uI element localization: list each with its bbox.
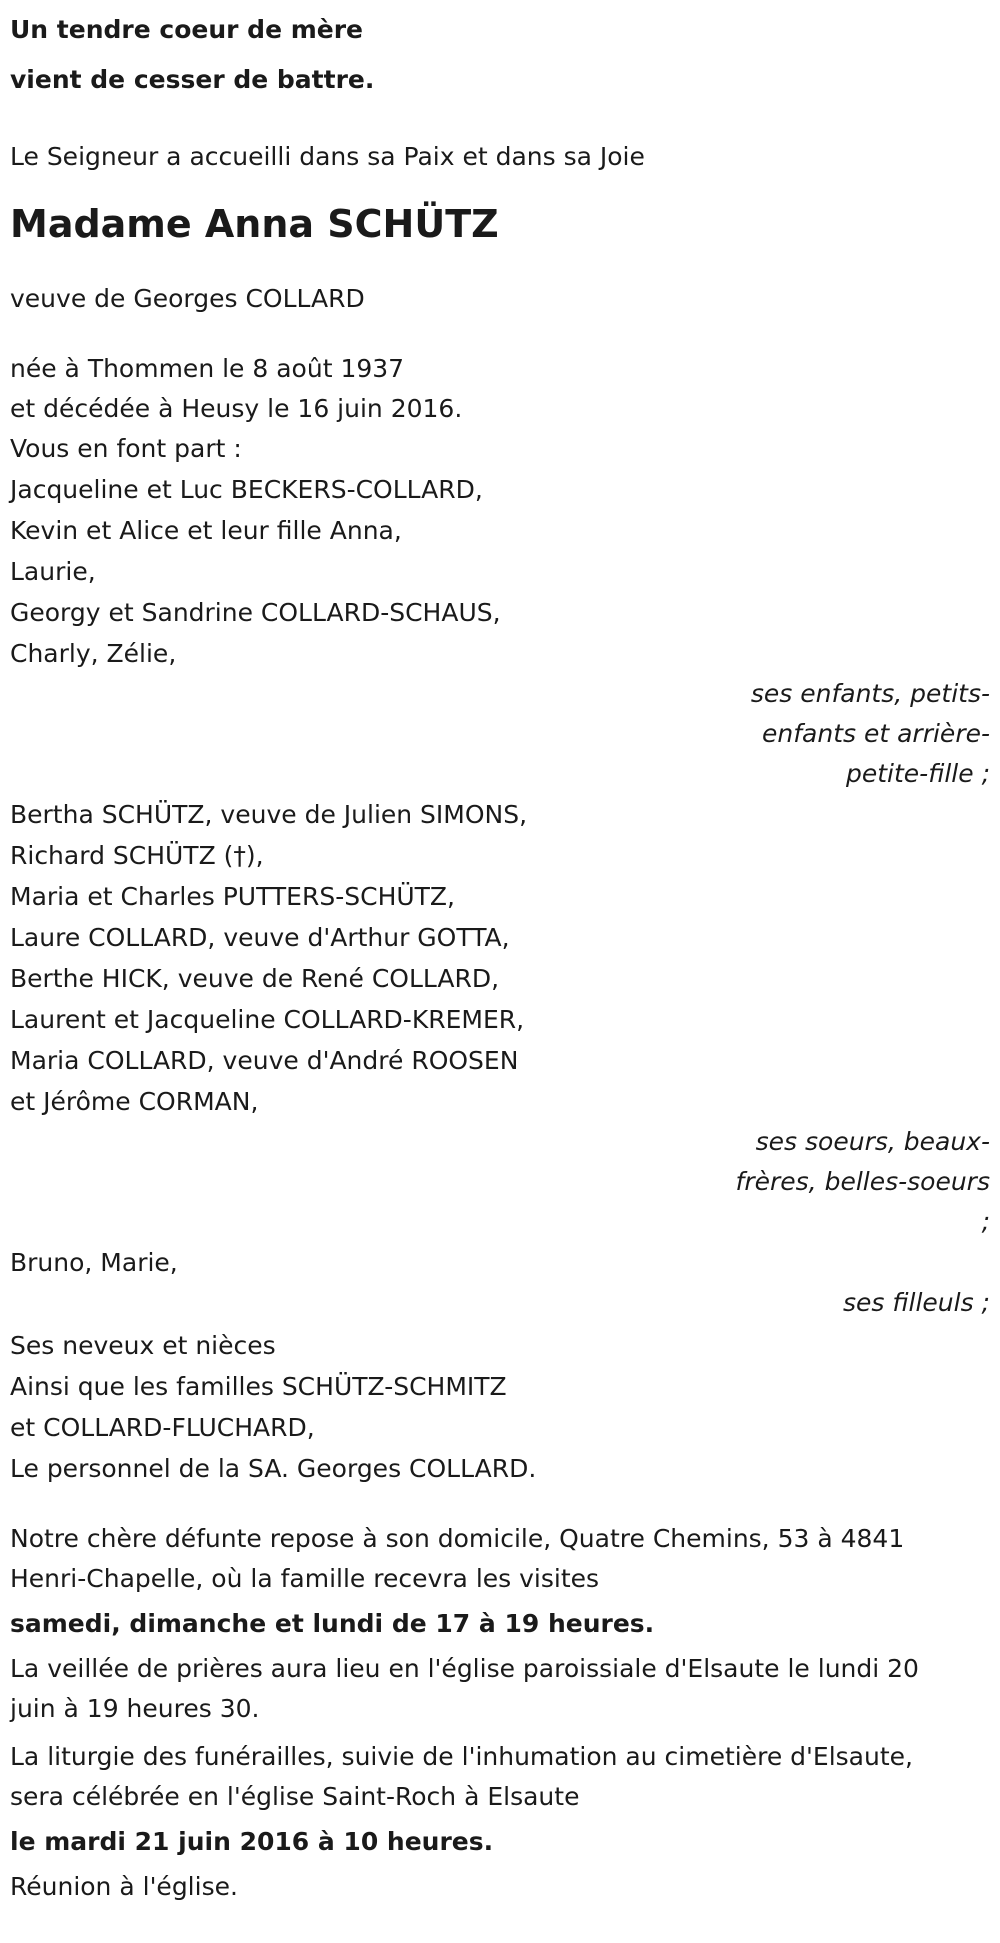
siblings-relation: [690, 1122, 990, 1242]
lord-line: Le Seigneur a accueilli dans sa Paix et dans sa Joie: [10, 142, 645, 171]
relation-line: ses enfants, petits-: [750, 679, 990, 708]
list-item: Bruno, Marie,: [10, 1248, 178, 1277]
list-item: Richard SCHÜTZ (†),: [10, 841, 264, 870]
funeral-line-1: La liturgie des funérailles, suivie de l'inhumation au cimetière d'Elsaute,: [10, 1742, 913, 1771]
siblings-list: [10, 794, 990, 1122]
visitation-line-1: Notre chère défunte repose à son domicile, Quatre Chemins, 53 à 4841: [10, 1524, 905, 1553]
list-item: Georgy et Sandrine COLLARD-SCHAUS,: [10, 598, 501, 627]
meeting-line: Réunion à l'église.: [10, 1872, 238, 1901]
widow-of: veuve de Georges COLLARD: [10, 284, 365, 313]
list-item: et Jérôme CORMAN,: [10, 1087, 259, 1116]
visitation-line-2: Henri-Chapelle, où la famille recevra les visites: [10, 1564, 600, 1593]
relation-line: petite-fille ;: [846, 759, 990, 788]
announce-line: Vous en font part :: [10, 434, 242, 463]
visitation-info: [10, 1519, 990, 1649]
list-item: Charly, Zélie,: [10, 639, 177, 668]
godchildren-list: [10, 1242, 990, 1283]
birth-line: née à Thommen le 8 août 1937: [10, 354, 405, 383]
visitation-times: samedi, dimanche et lundi de 17 à 19 heures.: [10, 1609, 655, 1638]
list-item: Kevin et Alice et leur fille Anna,: [10, 516, 402, 545]
list-item: Ses neveux et nièces: [10, 1331, 276, 1360]
list-item: Berthe HICK, veuve de René COLLARD,: [10, 964, 500, 993]
godchildren-relation: [720, 1283, 990, 1323]
opening-line-2: vient de cesser de battre.: [10, 65, 375, 94]
relation-line: ;: [981, 1207, 990, 1236]
relation-line: ses soeurs, beaux-: [755, 1127, 990, 1156]
list-item: Le personnel de la SA. Georges COLLARD.: [10, 1454, 537, 1483]
list-item: Jacqueline et Luc BECKERS-COLLARD,: [10, 475, 483, 504]
deceased-name: Madame Anna SCHÜTZ: [10, 202, 499, 246]
list-item: Maria et Charles PUTTERS-SCHÜTZ,: [10, 882, 456, 911]
funeral-date: le mardi 21 juin 2016 à 10 heures.: [10, 1827, 494, 1856]
relation-line: enfants et arrière-: [762, 719, 990, 748]
vigil-line-2: juin à 19 heures 30.: [10, 1694, 260, 1723]
vigil-line-1: La veillée de prières aura lieu en l'église paroissiale d'Elsaute le lundi 20: [10, 1654, 919, 1683]
relation-line: frères, belles-soeurs: [735, 1167, 990, 1196]
others-list: [10, 1325, 990, 1489]
children-list: [10, 469, 990, 674]
list-item: Bertha SCHÜTZ, veuve de Julien SIMONS,: [10, 800, 528, 829]
list-item: et COLLARD-FLUCHARD,: [10, 1413, 315, 1442]
death-line: et décédée à Heusy le 16 juin 2016.: [10, 394, 463, 423]
children-relation: [720, 674, 990, 794]
funeral-line-2: sera célébrée en l'église Saint-Roch à Elsaute: [10, 1782, 580, 1811]
vigil-info: [10, 1649, 990, 1729]
opening-line-1: Un tendre coeur de mère: [10, 15, 364, 44]
list-item: Laure COLLARD, veuve d'Arthur GOTTA,: [10, 923, 510, 952]
relation-line: ses filleuls ;: [843, 1288, 990, 1317]
list-item: Maria COLLARD, veuve d'André ROOSEN: [10, 1046, 519, 1075]
funeral-info: [10, 1737, 990, 1867]
list-item: Laurie,: [10, 557, 96, 586]
list-item: Ainsi que les familles SCHÜTZ-SCHMITZ: [10, 1372, 507, 1401]
list-item: Laurent et Jacqueline COLLARD-KREMER,: [10, 1005, 525, 1034]
